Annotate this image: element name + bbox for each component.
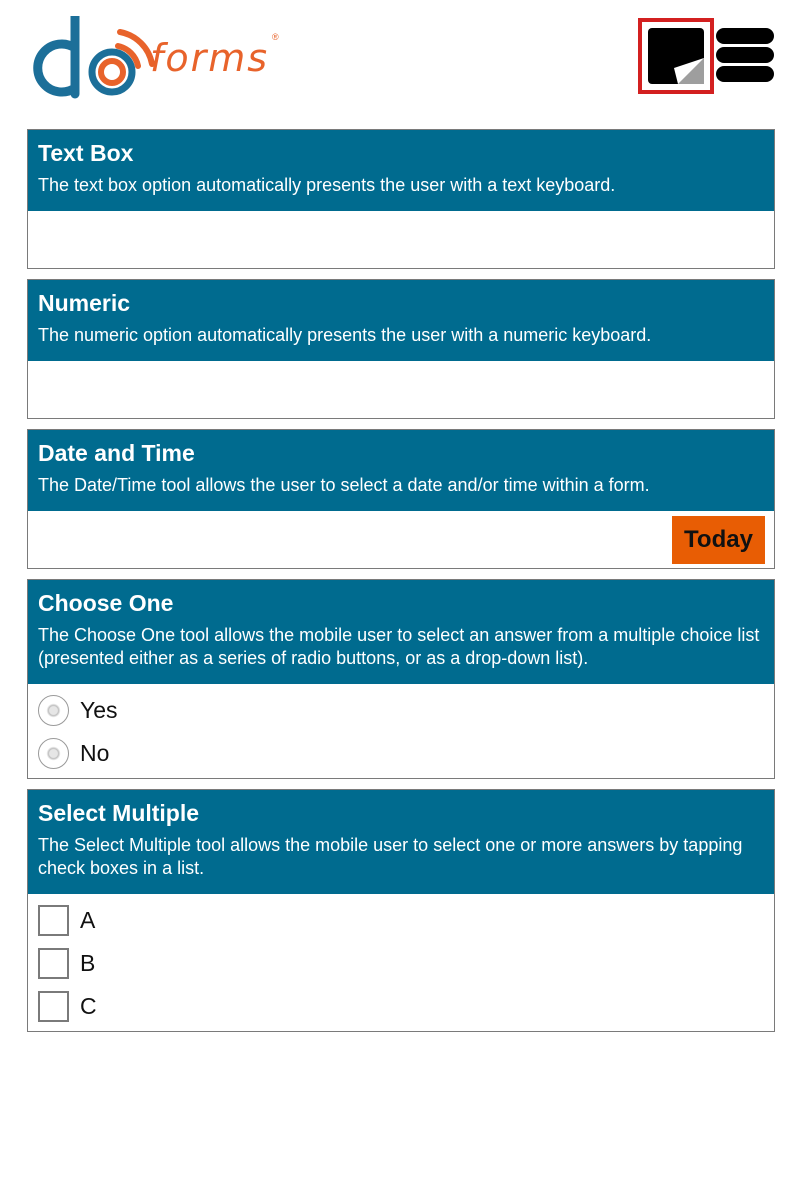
notes-button[interactable] xyxy=(638,18,714,94)
registered-mark: ® xyxy=(272,32,279,42)
checkbox[interactable] xyxy=(38,948,69,979)
field-header xyxy=(28,130,774,211)
numeric-field xyxy=(27,279,775,419)
checkbox[interactable] xyxy=(38,991,69,1022)
date-time-field xyxy=(27,429,775,569)
choose-one-field xyxy=(27,579,775,779)
radio-group xyxy=(28,684,774,778)
text-input[interactable] xyxy=(28,211,774,268)
field-title: Numeric xyxy=(38,290,131,316)
app-header xyxy=(0,0,800,118)
field-title: Select Multiple xyxy=(38,800,200,826)
select-multiple-field xyxy=(27,789,775,1032)
logo-forms-text: forms xyxy=(150,36,270,80)
radio-label: Yes xyxy=(80,697,118,723)
field-title: Text Box xyxy=(38,140,134,166)
checkbox-label: B xyxy=(80,950,96,976)
today-button[interactable]: Today xyxy=(672,516,765,564)
date-time-input[interactable] xyxy=(28,511,774,568)
radio-label: No xyxy=(80,740,110,766)
field-header xyxy=(28,280,774,361)
text-box-field xyxy=(27,129,775,269)
field-header xyxy=(28,430,774,511)
checkbox-group xyxy=(28,894,774,1031)
field-title: Choose One xyxy=(38,590,174,616)
radio-button[interactable] xyxy=(38,738,69,769)
field-description: The Select Multiple tool allows the mobile user to select one or more answers by tapping check boxes in a list. xyxy=(38,835,743,878)
numeric-input[interactable] xyxy=(28,361,774,418)
field-description: The numeric option automatically presents the user with a numeric keyboard. xyxy=(38,325,652,345)
field-header xyxy=(28,790,774,894)
field-description: The Choose One tool allows the mobile user to select an answer from a multiple choice list (presented either as a series of radio buttons, or as a drop-down list). xyxy=(38,625,760,668)
radio-button[interactable] xyxy=(38,695,69,726)
sticky-note-icon xyxy=(648,28,704,84)
checkbox-label: C xyxy=(80,993,97,1019)
doforms-logo xyxy=(28,16,284,100)
field-description: The text box option automatically presents the user with a text keyboard. xyxy=(38,175,616,195)
field-header xyxy=(28,580,774,684)
field-description: The Date/Time tool allows the user to select a date and/or time within a form. xyxy=(38,475,650,495)
menu-button[interactable] xyxy=(716,28,774,84)
checkbox-label: A xyxy=(80,907,96,933)
checkbox[interactable] xyxy=(38,905,69,936)
field-title: Date and Time xyxy=(38,440,195,466)
